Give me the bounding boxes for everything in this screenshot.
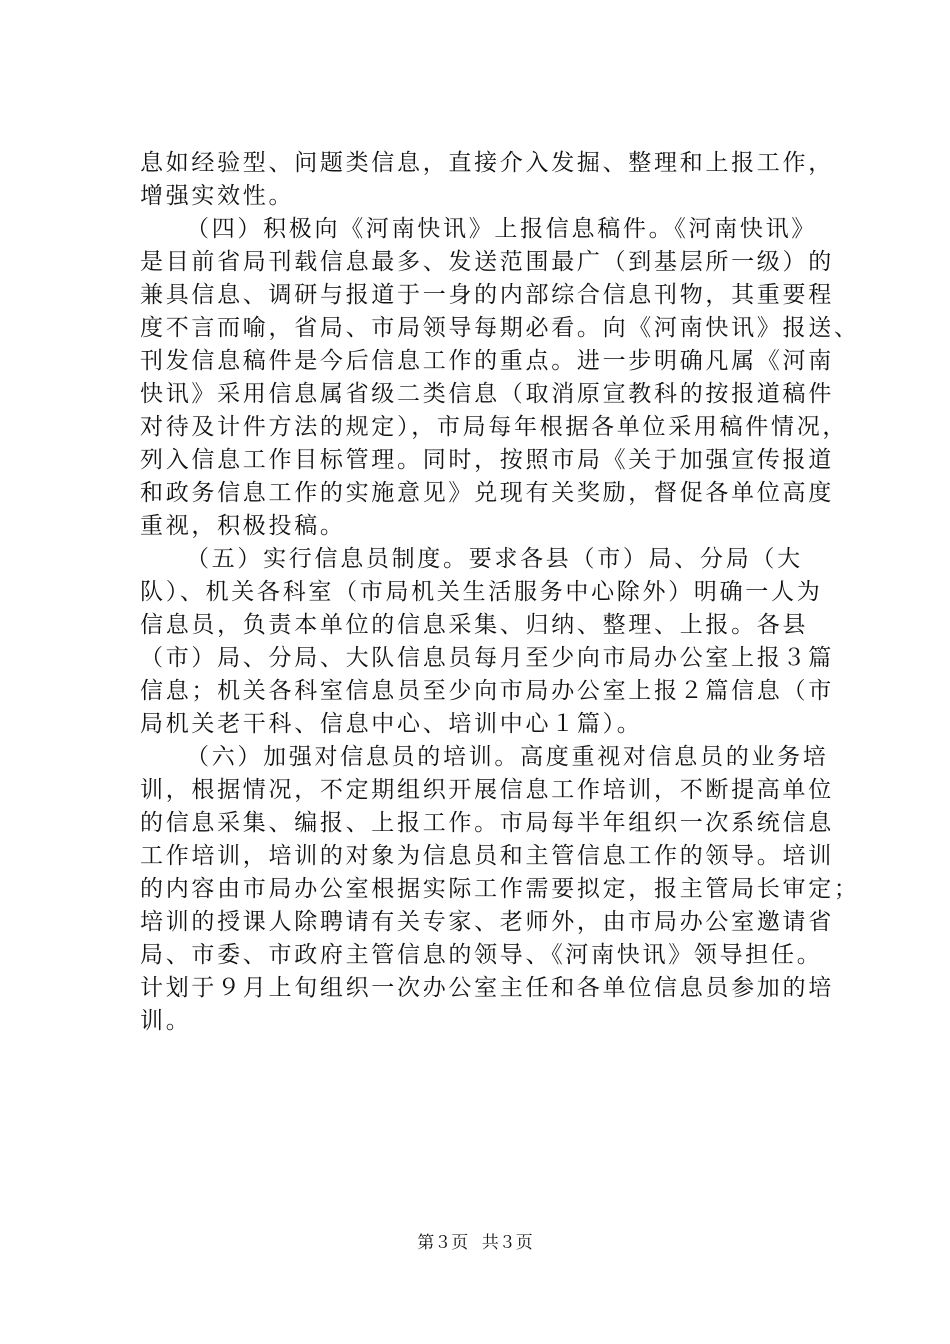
text-line: 信息；机关各科室信息员至少向市局办公室上报２篇信息（市 bbox=[140, 678, 834, 704]
text-line: 工作培训，培训的对象为信息员和主管信息工作的领导。培训 bbox=[140, 843, 834, 869]
text-line: （市）局、分局、大队信息员每月至少向市局办公室上报３篇 bbox=[140, 645, 834, 671]
text-line: 培训的授课人除聘请有关专家、老师外，由市局办公室邀请省 bbox=[140, 909, 834, 935]
text-line: 局机关老干科、信息中心、培训中心１篇）。 bbox=[140, 711, 643, 737]
paragraph-start-line: （六）加强对信息员的培训。高度重视对信息员的业务培 bbox=[186, 744, 829, 770]
text-line: 是目前省局刊载信息最多、发送范围最广（到基层所一级）的 bbox=[140, 249, 834, 275]
text-line: 计划于９月上旬组织一次办公室主任和各单位信息员参加的培 bbox=[140, 975, 834, 1001]
text-line: 的信息采集、编报、上报工作。市局每半年组织一次系统信息 bbox=[140, 810, 834, 836]
text-line: 信息员，负责本单位的信息采集、归纳、整理、上报。各县 bbox=[140, 612, 809, 638]
paragraph-start-line: （五）实行信息员制度。要求各县（市）局、分局（大 bbox=[186, 546, 803, 572]
text-line: 息如经验型、问题类信息，直接介入发掘、整理和上报工作， bbox=[140, 150, 834, 176]
text-line: 兼具信息、调研与报道于一身的内部综合信息刊物，其重要程 bbox=[140, 282, 834, 308]
page-number: 第３页 bbox=[417, 1233, 469, 1253]
text-line: 列入信息工作目标管理。同时，按照市局《关于加强宣传报道 bbox=[140, 447, 834, 473]
text-line: 对待及计件方法的规定），市局每年根据各单位采用稿件情况， bbox=[140, 414, 849, 440]
text-line: 的内容由市局办公室根据实际工作需要拟定，报主管局长审定； bbox=[140, 876, 860, 902]
text-line: 增强实效性。 bbox=[140, 183, 295, 209]
text-line: 局、市委、市政府主管信息的领导、《河南快讯》领导担任。 bbox=[140, 942, 823, 968]
page-footer bbox=[0, 1232, 950, 1254]
document-body bbox=[140, 147, 860, 1038]
text-line: 和政务信息工作的实施意见》兑现有关奖励，督促各单位高度 bbox=[140, 480, 834, 506]
text-line: 队）、机关各科室（市局机关生活服务中心除外）明确一人为 bbox=[140, 579, 823, 605]
page-total: 共３页 bbox=[481, 1233, 533, 1253]
text-line: 刊发信息稿件是今后信息工作的重点。进一步明确凡属《河南 bbox=[140, 348, 834, 374]
paragraph-start-line: （四）积极向《河南快讯》上报信息稿件。《河南快讯》 bbox=[186, 216, 817, 242]
text-line: 重视，积极投稿。 bbox=[140, 513, 346, 539]
text-line: 快讯》采用信息属省级二类信息（取消原宣教科的按报道稿件 bbox=[140, 381, 834, 407]
text-line: 度不言而喻，省局、市局领导每期必看。向《河南快讯》报送、 bbox=[140, 315, 860, 341]
text-line: 训，根据情况，不定期组织开展信息工作培训，不断提高单位 bbox=[140, 777, 834, 803]
text-line: 训。 bbox=[140, 1008, 192, 1034]
